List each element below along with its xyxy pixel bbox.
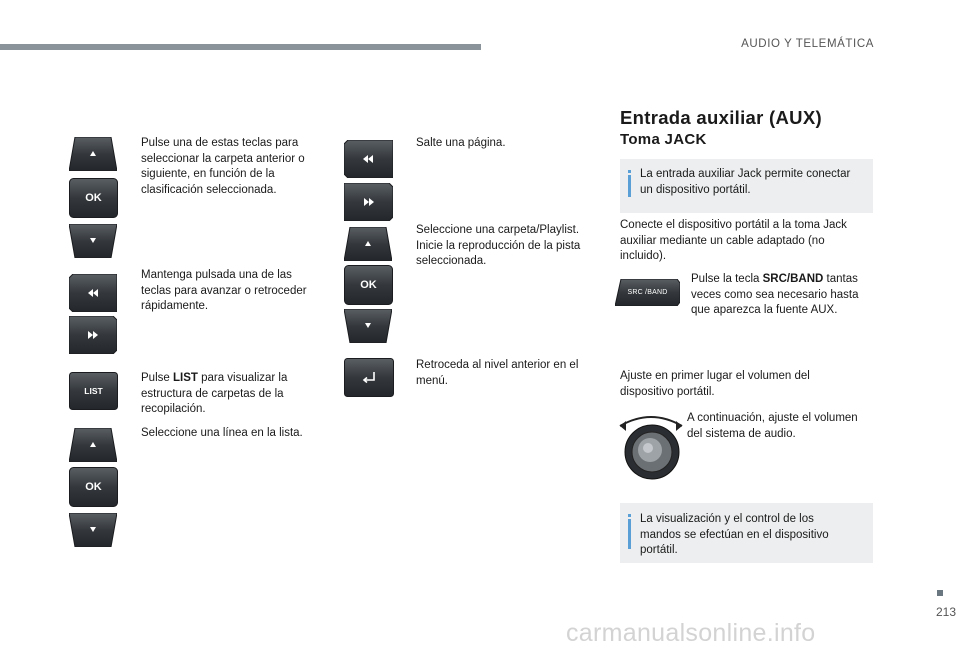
list-instruction: Pulse LIST para visualizar la estructura de carpetas de la recopilación. bbox=[141, 372, 288, 416]
down-button-3[interactable] bbox=[344, 309, 392, 343]
up-button-3[interactable] bbox=[344, 227, 392, 261]
fast-seek-instruction: Mantenga pulsada una de las teclas para avanzar o retroceder rápidamente. bbox=[141, 269, 307, 313]
ok-button[interactable] bbox=[69, 178, 118, 218]
rewind-icon bbox=[69, 274, 117, 312]
ok-label: OK bbox=[85, 192, 102, 204]
back-button[interactable] bbox=[344, 358, 394, 397]
down-arrow-icon bbox=[69, 513, 117, 547]
page-forward-button[interactable] bbox=[344, 183, 393, 221]
info-icon bbox=[628, 514, 631, 517]
up-arrow-icon bbox=[69, 137, 117, 171]
system-volume-instruction: A continuación, ajuste el volumen del sistema de audio. bbox=[687, 412, 858, 440]
header-bar bbox=[0, 44, 481, 50]
rewind-button[interactable] bbox=[69, 274, 117, 312]
down-arrow-icon bbox=[69, 224, 117, 258]
rewind-icon bbox=[344, 140, 393, 178]
up-button-2[interactable] bbox=[69, 428, 117, 462]
return-arrow-icon bbox=[344, 358, 394, 397]
src-band-label: SRC /BAND bbox=[627, 289, 668, 296]
fast-forward-icon bbox=[69, 316, 117, 354]
src-band-instruction: Pulse la tecla SRC/BAND tantas veces como sea necesario hasta que aparezca la fuente AUX. bbox=[691, 273, 859, 317]
up-button[interactable] bbox=[69, 137, 117, 171]
folder-instruction: Pulse una de estas teclas para seleccionar la carpeta anterior o siguiente, en función de la clasificación seleccionada. bbox=[141, 137, 305, 196]
fast-forward-button[interactable] bbox=[69, 316, 117, 354]
playlist-instruction: Seleccione una carpeta/Playlist. Inicie la reproducción de la pista seleccionada. bbox=[416, 224, 581, 268]
list-keyword: LIST bbox=[172, 372, 198, 384]
down-button[interactable] bbox=[69, 224, 117, 258]
ok-label: OK bbox=[85, 481, 102, 493]
page-number: 213 bbox=[936, 605, 957, 619]
note-text: La entrada auxiliar Jack permite conectar un dispositivo portátil. bbox=[640, 168, 851, 196]
note-text: La visualización y el control de los mandos se efectúan en el dispositivo portátil. bbox=[640, 513, 829, 557]
up-arrow-icon bbox=[69, 428, 117, 462]
ok-button-3[interactable] bbox=[344, 265, 393, 305]
ok-label: OK bbox=[360, 279, 377, 291]
jack-subtitle: Toma JACK bbox=[620, 131, 707, 148]
section-title: AUDIO Y TELEMÁTICA bbox=[741, 38, 874, 50]
src-band-button[interactable] bbox=[615, 279, 680, 306]
info-note-jack bbox=[620, 159, 873, 213]
info-icon bbox=[628, 170, 631, 173]
page-back-button[interactable] bbox=[344, 140, 393, 178]
aux-title: Entrada auxiliar (AUX) bbox=[620, 107, 822, 128]
fast-forward-icon bbox=[344, 183, 393, 221]
list-label: LIST bbox=[84, 386, 103, 396]
back-instruction: Retroceda al nivel anterior en el menú. bbox=[416, 359, 579, 387]
down-button-2[interactable] bbox=[69, 513, 117, 547]
page-marker bbox=[937, 590, 943, 596]
down-arrow-icon bbox=[344, 309, 392, 343]
up-arrow-icon bbox=[344, 227, 392, 261]
list-button[interactable] bbox=[69, 372, 118, 410]
src-band-keyword: SRC/BAND bbox=[762, 273, 824, 285]
adjust-volume-instruction: Ajuste en primer lugar el volumen del dispositivo portátil. bbox=[620, 370, 810, 398]
volume-knob[interactable] bbox=[618, 408, 684, 480]
connect-instruction: Conecte el dispositivo portátil a la toma Jack auxiliar mediante un cable adaptado (no incluido). bbox=[620, 219, 847, 263]
volume-knob-icon bbox=[618, 408, 684, 480]
page-skip-instruction: Salte una página. bbox=[416, 137, 506, 149]
ok-button-2[interactable] bbox=[69, 467, 118, 507]
info-note-control bbox=[620, 503, 873, 563]
select-line-instruction: Seleccione una línea en la lista. bbox=[141, 427, 303, 439]
watermark: carmanualsonline.info bbox=[566, 619, 816, 647]
